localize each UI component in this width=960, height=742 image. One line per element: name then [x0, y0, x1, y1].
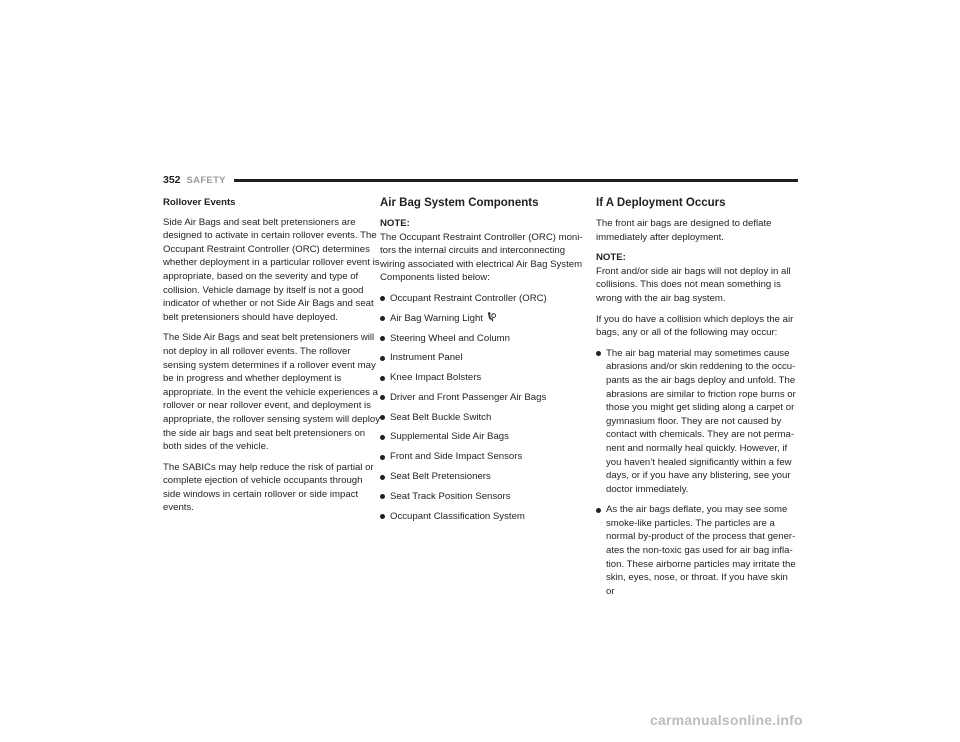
heading-if-a-deployment-occurs: If A Deployment Occurs [596, 197, 726, 209]
list-item: Knee Impact Bolsters [380, 371, 585, 385]
bullet-icon [380, 514, 385, 519]
note-text: The Occupant Restraint Controller (ORC) moni-tors the internal circuits and interconnecting wiring associated with electrical Air Bag System Components listed below: [380, 231, 583, 284]
bullet-icon [380, 475, 385, 480]
list-item: As the air bags deflate, you may see some smoke-like particles. The particles are a normal by-product of the process that gener-ates the non-toxic gas used for air bag infla-tion. These airborne particles may irritate the skin, eyes, nose, or throat. If you have skin or [596, 503, 796, 598]
airbag-warning-icon [486, 312, 496, 322]
paragraph: The SABICs may help reduce the risk of partial or complete ejection of vehicle occupants through side windows in certain rollover or side impact events. [163, 461, 374, 514]
list-item: Steering Wheel and Column [380, 332, 585, 346]
deployment-effects-list [596, 347, 796, 599]
list-item: Driver and Front Passenger Air Bags [380, 391, 585, 405]
list-item: The air bag material may sometimes cause abrasions and/or skin reddening to the occu-pants as the air bags deploy and unfold. The abrasions are similar to friction rope burns or those you might get sliding along a carpet or gymnasium floor. They are not caused by contact with chemicals. They are not perma-nent and normally heal quickly. However, if you haven’t healed significantly within a few days, or if you have any blistering, see your doctor immediately. [596, 347, 796, 497]
note-text: Front and/or side air bags will not deploy in all collisions. This does not mean something is wrong with the air bag system. [596, 265, 791, 304]
page-number: 352 [163, 174, 181, 186]
bullet-icon [380, 336, 385, 341]
bullet-icon [380, 455, 385, 460]
section-title: SAFETY [186, 174, 226, 186]
paragraph: If you do have a collision which deploys the air bags, any or all of the following may occur: [596, 313, 794, 339]
list-item: Instrument Panel [380, 351, 585, 365]
note [380, 217, 585, 285]
list-item: Occupant Restraint Controller (ORC) [380, 292, 585, 306]
bullet-icon [380, 395, 385, 400]
column-rollover-events [163, 196, 381, 522]
list-item: Occupant Classification System [380, 510, 585, 524]
bullet-icon [380, 435, 385, 440]
note-label: NOTE: [596, 252, 626, 264]
list-item: Seat Belt Pretensioners [380, 470, 585, 484]
bullet-icon [380, 415, 385, 420]
bullet-icon [380, 494, 385, 499]
bullet-icon [380, 376, 385, 381]
note-label: NOTE: [380, 218, 410, 229]
column-deployment-occurs [596, 196, 796, 605]
bullet-icon [380, 356, 385, 361]
bullet-icon [596, 351, 601, 356]
list-item: Seat Belt Buckle Switch [380, 411, 585, 425]
column-air-bag-components [380, 196, 585, 529]
bullet-icon [596, 508, 601, 513]
paragraph: The front air bags are designed to deflate immediately after deployment. [596, 218, 772, 243]
list-item: Front and Side Impact Sensors [380, 450, 585, 464]
list-item: Air Bag Warning Light [380, 312, 585, 326]
heading-air-bag-system-components: Air Bag System Components [380, 197, 539, 209]
paragraph: The Side Air Bags and seat belt pretensioners will not deploy in all rollover events. The rollover sensing system determines if a rollover event may be in progress and whether deployment is appropriate. In the event the vehicle experiences a rollover or near rollover event, and deployment is appropriate, the rollover sensing system will deploy the side air bags and seat belt pretensioners on both sides of the vehicle. [163, 332, 381, 453]
bullet-icon [380, 296, 385, 301]
paragraph: Side Air Bags and seat belt pretensioners are designed to activate in certain rollover events. The Occupant Restraint Controller (ORC) determines whether deployment in a particular rollover event is appropriate, based on the severity and type of collision. Vehicle damage by itself is not a good indicator of whether or not Side Air Bags and seat belt pretensioners should have deployed. [163, 216, 380, 323]
bullet-icon [380, 316, 385, 321]
list-item: Supplemental Side Air Bags [380, 430, 585, 444]
page-header [163, 172, 798, 188]
list-item: Seat Track Position Sensors [380, 490, 585, 504]
watermark: carmanualsonline.info [650, 712, 803, 728]
components-list [380, 292, 585, 523]
note [596, 251, 796, 305]
subhead-rollover-events: Rollover Events [163, 197, 236, 208]
header-rule [234, 179, 798, 182]
